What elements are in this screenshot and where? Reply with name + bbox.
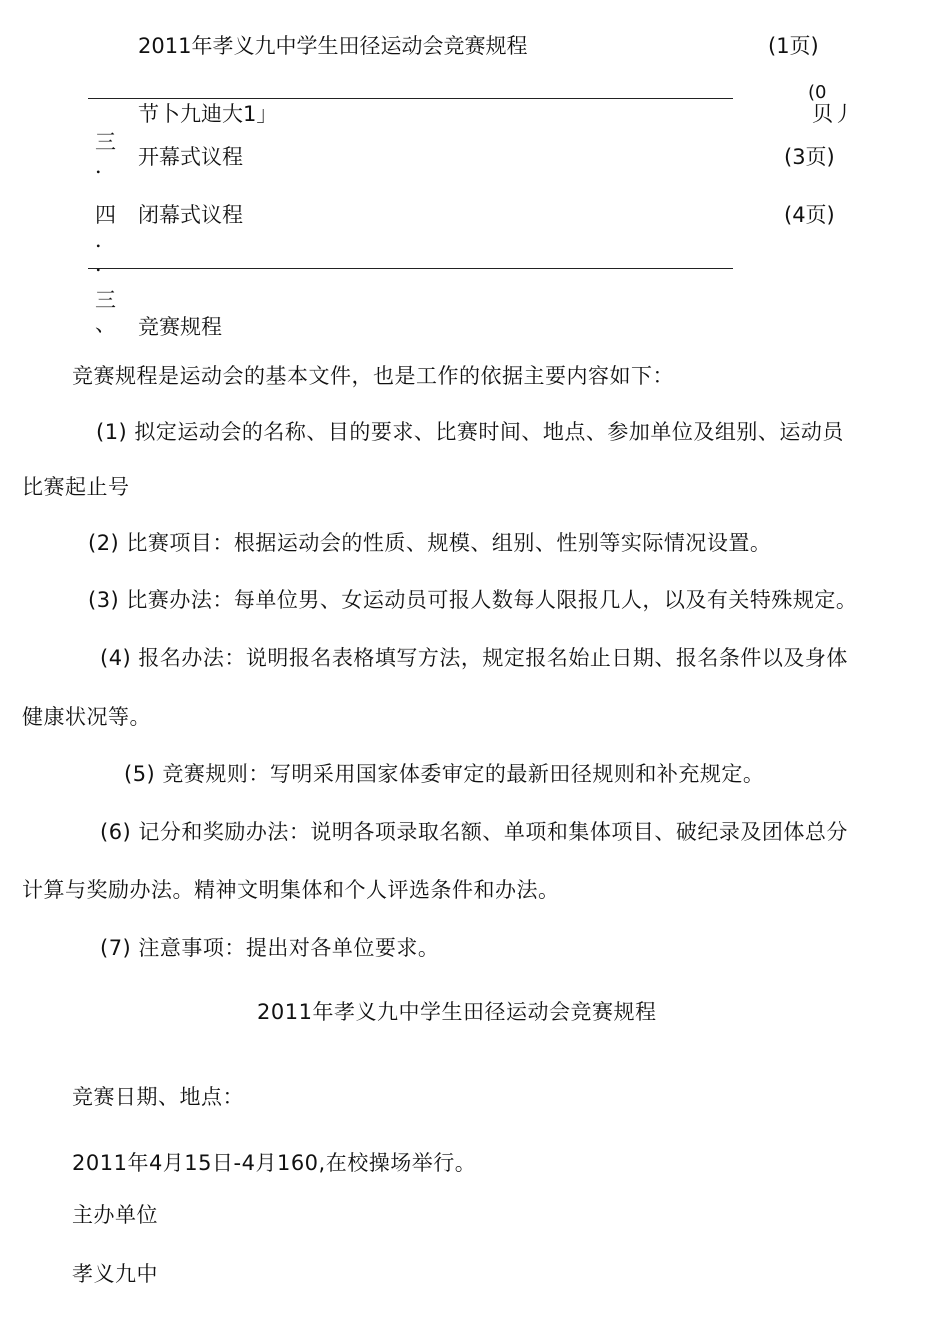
toc-row4-page: (4页) — [784, 203, 835, 227]
toc-row2-text: 节卜九迪大1」 — [138, 102, 278, 126]
toc-row3-dot: ． — [95, 154, 116, 178]
item-4-line-1: (4) 报名办法：说明报名表格填写方法，规定报名始止日期、报名条件以及身体 — [100, 646, 848, 670]
toc-row2-page-top: (0 — [808, 82, 827, 103]
toc-row4-text: 闭幕式议程 — [138, 203, 243, 227]
toc-row1-page: (1页) — [768, 34, 819, 58]
toc-row3-page: (3页) — [784, 145, 835, 169]
toc-rule-bottom — [88, 268, 733, 269]
toc-row4-dot2: ． — [95, 252, 116, 276]
item-7: (7) 注意事项：提出对各单位要求。 — [100, 936, 440, 960]
toc-rule-top — [88, 98, 733, 99]
item-6-line-1: (6) 记分和奖励办法：说明各项录取名额、单项和集体项目、破纪录及团体总分 — [100, 820, 848, 844]
section-title: 2011年孝义九中学生田径运动会竞赛规程 — [257, 1000, 657, 1024]
item-2: (2) 比赛项目：根据运动会的性质、规模、组别、性别等实际情况设置。 — [88, 531, 772, 555]
toc-row1-text: 2011年孝义九中学生田径运动会竞赛规程 — [138, 34, 528, 58]
host-value: 孝义九中 — [72, 1262, 158, 1286]
item-1-line-1: (1) 拟定运动会的名称、目的要求、比赛时间、地点、参加单位及组别、运动员 — [96, 420, 844, 444]
toc-row5-number: 三 — [95, 288, 116, 312]
item-4-line-2: 健康状况等。 — [22, 705, 151, 729]
toc-row3-text: 开幕式议程 — [138, 145, 243, 169]
toc-row5-text: 竞赛规程 — [138, 315, 222, 339]
toc-row4-dot1: ． — [95, 228, 116, 252]
toc-row2-page-bottom: 贝丿 — [812, 102, 854, 126]
date-value: 2011年4月15日-4月160,在校操场举行。 — [72, 1151, 477, 1175]
toc-row3-number: 三 — [95, 130, 116, 154]
toc-row4-number: 四 — [95, 203, 116, 227]
item-5: (5) 竞赛规则：写明采用国家体委审定的最新田径规则和补充规定。 — [124, 762, 765, 786]
item-3: (3) 比赛办法：每单位男、女运动员可报人数每人限报几人，以及有关特殊规定。 — [88, 588, 858, 612]
item-6-line-2: 计算与奖励办法。精神文明集体和个人评选条件和办法。 — [22, 878, 560, 902]
date-label: 竞赛日期、地点： — [72, 1085, 244, 1109]
toc-row5-dot: 、 — [95, 312, 116, 336]
host-label: 主办单位 — [72, 1203, 158, 1227]
intro-paragraph: 竞赛规程是运动会的基本文件，也是工作的依据主要内容如下： — [72, 364, 674, 388]
item-1-line-2: 比赛起止号 — [22, 475, 130, 499]
